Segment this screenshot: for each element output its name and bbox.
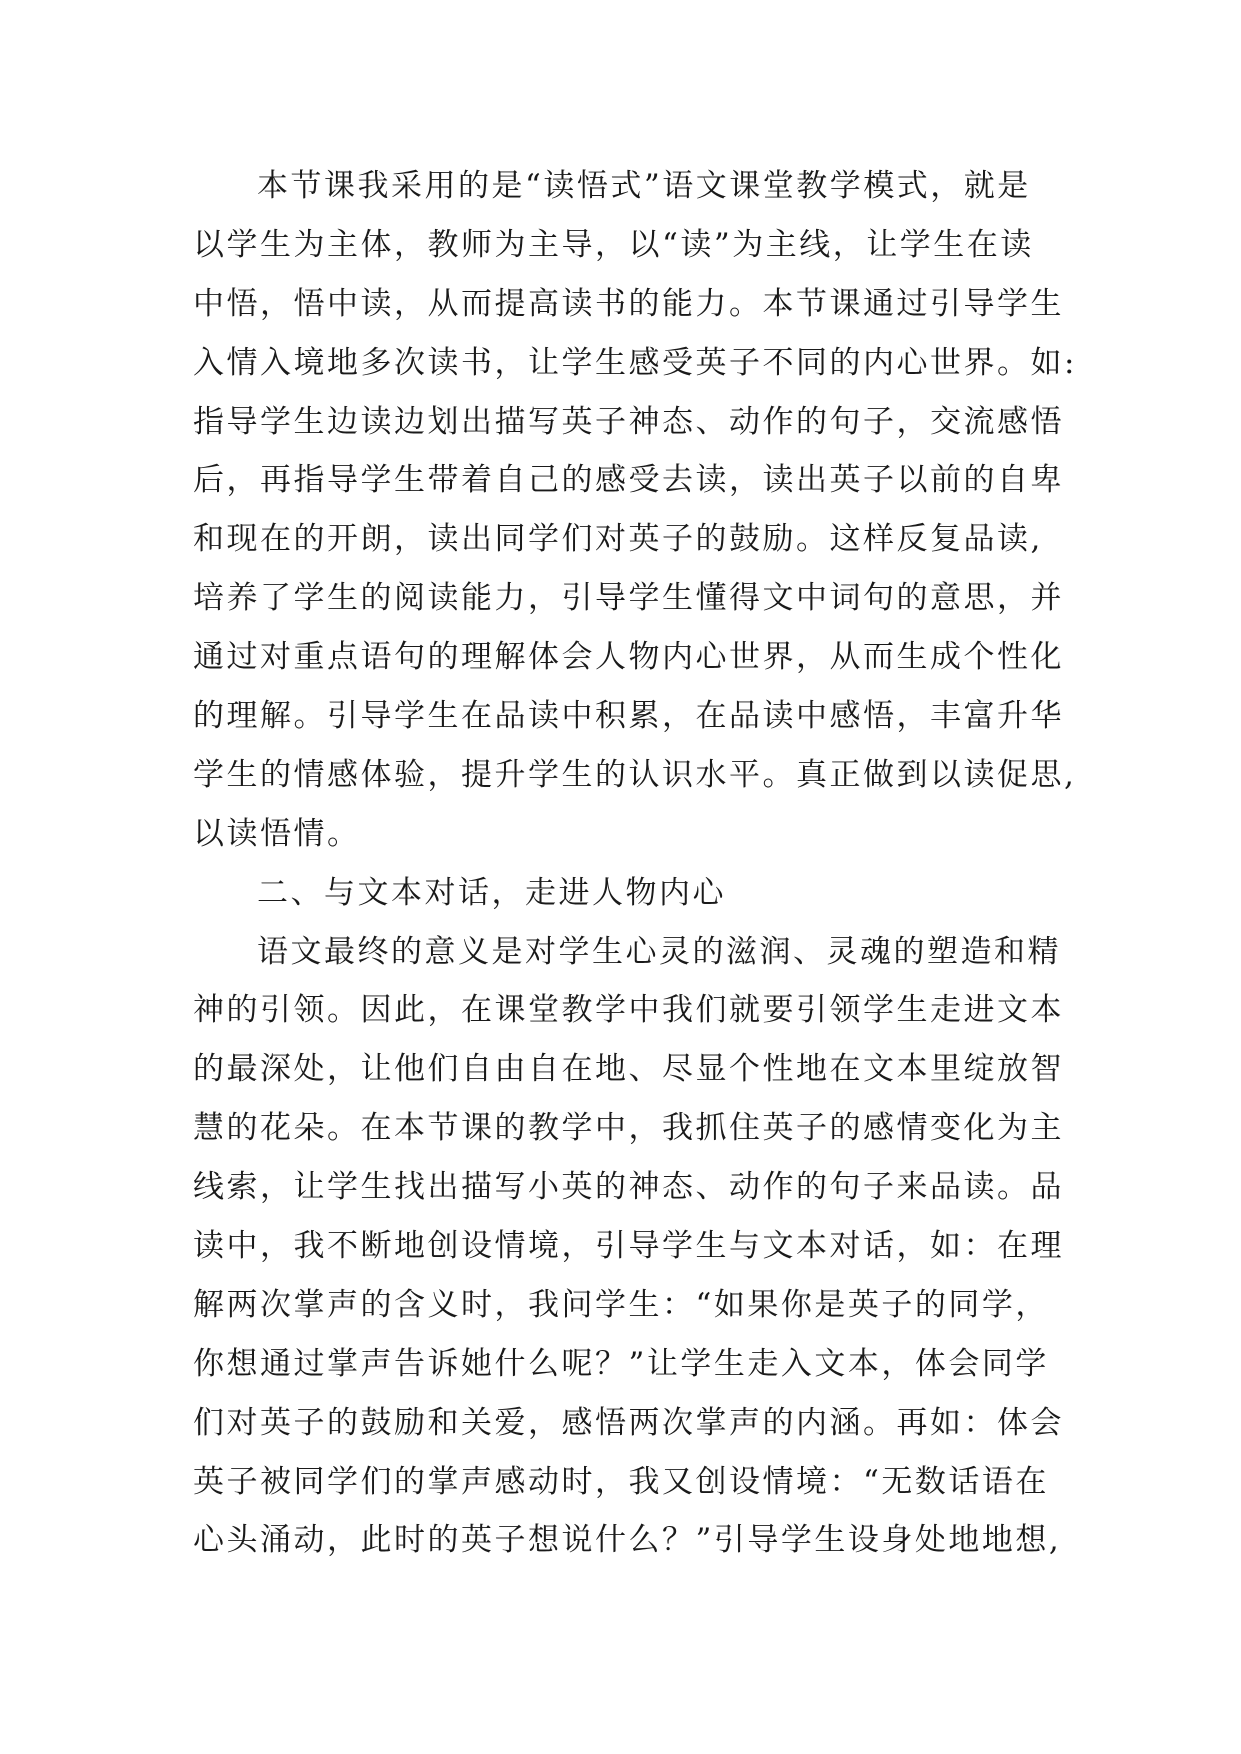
- paragraph-line: 你想通过掌声告诉她什么呢？”让学生走入文本，体会同学: [193, 1345, 1049, 1382]
- paragraph-line: 中悟，悟中读，从而提高读书的能力。本节课通过引导学生: [193, 285, 1064, 322]
- paragraph-line: 解两次掌声的含义时，我问学生：“如果你是英子的同学，: [193, 1286, 1049, 1323]
- section-heading: 二、与文本对话，走进人物内心: [257, 874, 726, 911]
- paragraph-line: 学生的情感体验，提升学生的认识水平。真正做到以读促思,: [193, 756, 1077, 793]
- body-text: [193, 157, 1077, 1570]
- paragraph-line: 后，再指导学生带着自己的感受去读，读出英子以前的自卑: [193, 462, 1064, 499]
- paragraph-line: 语文最终的意义是对学生心灵的滋润、灵魂的塑造和精: [257, 933, 1061, 970]
- paragraph-line: 入情入境地多次读书，让学生感受英子不同的内心世界。如:: [193, 344, 1077, 381]
- paragraph-line: 慧的花朵。在本节课的教学中，我抓住英子的感情变化为主: [193, 1110, 1064, 1147]
- paragraph-line: 的最深处，让他们自由自在地、尽显个性地在文本里绽放智: [193, 1051, 1064, 1088]
- paragraph-line: 以学生为主体，教师为主导，以“读”为主线，让学生在读: [193, 226, 1034, 263]
- paragraph-line: 英子被同学们的掌声感动时，我又创设情境：“无数话语在: [193, 1463, 1049, 1500]
- paragraph-line: 读中，我不断地创设情境，引导学生与文本对话，如：在理: [193, 1228, 1064, 1265]
- paragraph-line: 们对英子的鼓励和关爱，感悟两次掌声的内涵。再如：体会: [193, 1404, 1064, 1441]
- paragraph-line: 通过对重点语句的理解体会人物内心世界，从而生成个性化: [193, 639, 1064, 676]
- paragraph-line: 和现在的开朗，读出同学们对英子的鼓励。这样反复品读,: [193, 521, 1043, 558]
- paragraph-line: 的理解。引导学生在品读中积累，在品读中感悟，丰富升华: [193, 698, 1064, 735]
- paragraph-line: 神的引领。因此，在课堂教学中我们就要引领学生走进文本: [193, 992, 1064, 1029]
- paragraph-line: 线索，让学生找出描写小英的神态、动作的句子来品读。品: [193, 1169, 1064, 1206]
- paragraph-line: 指导学生边读边划出描写英子神态、动作的句子，交流感悟: [193, 403, 1064, 440]
- paragraph-line: 以读悟情。: [193, 815, 361, 852]
- paragraph-line: 培养了学生的阅读能力，引导学生懂得文中词句的意思，并: [193, 580, 1064, 617]
- paragraph-line: 本节课我采用的是“读悟式”语文课堂教学模式，就是: [257, 168, 1031, 204]
- paragraph-line: 心头涌动，此时的英子想说什么？”引导学生设身处地地想,: [193, 1522, 1062, 1559]
